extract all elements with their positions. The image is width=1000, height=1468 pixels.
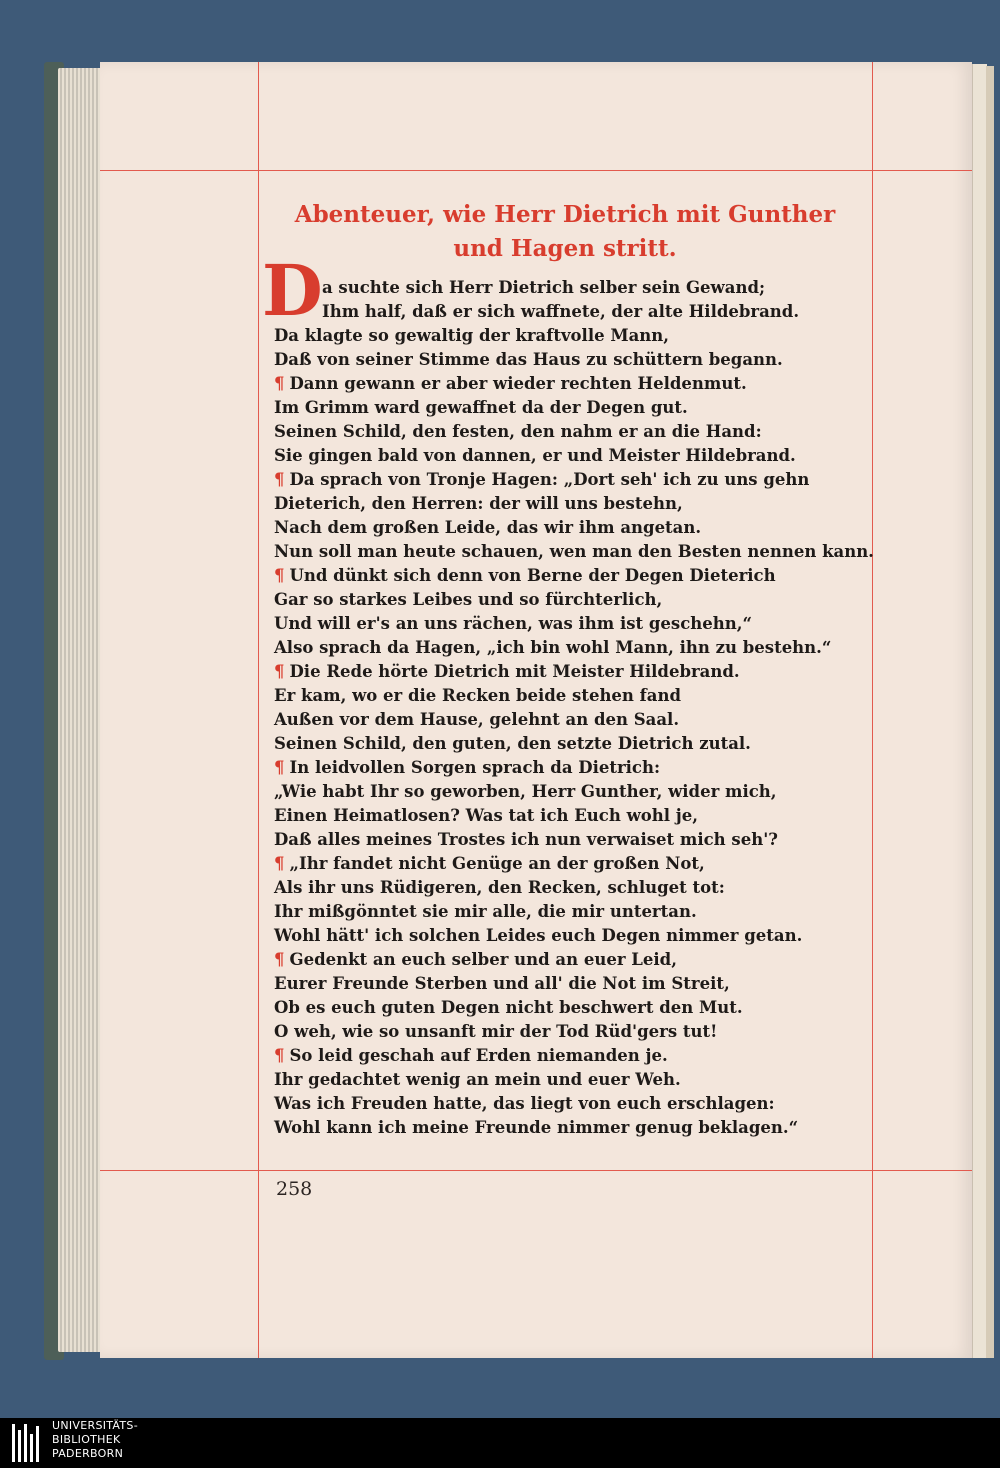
verse-line bbox=[274, 780, 870, 804]
verse-line bbox=[274, 348, 870, 372]
verse-text: Seinen Schild, den guten, den setzte Dietrich zutal. bbox=[274, 734, 751, 753]
verse-text: Da klagte so gewaltig der kraftvolle Mann, bbox=[274, 326, 670, 345]
frame-rule-top bbox=[100, 170, 972, 171]
verse-line bbox=[274, 492, 870, 516]
verse-line bbox=[274, 660, 870, 684]
chapter-title-line-1: Abenteuer, wie Herr Dietrich mit Gunther bbox=[294, 201, 836, 228]
verse-text: Er kam, wo er die Recken beide stehen fand bbox=[274, 686, 681, 705]
verse-text: So leid geschah auf Erden niemanden je. bbox=[289, 1046, 668, 1065]
verse-text: Wohl kann ich meine Freunde nimmer genug beklagen.“ bbox=[274, 1118, 799, 1137]
verse-text: Dann gewann er aber wieder rechten Heldenmut. bbox=[289, 374, 747, 393]
library-name bbox=[52, 1419, 138, 1461]
verse-line bbox=[274, 1020, 870, 1044]
frame-rule-bottom bbox=[100, 1170, 972, 1171]
verse-text: „Ihr fandet nicht Genüge an der großen Not, bbox=[289, 854, 705, 873]
library-logo-icon bbox=[10, 1420, 46, 1466]
library-footer bbox=[0, 1418, 1000, 1468]
verse-text: Eurer Freunde Sterben und all' die Not im Streit, bbox=[274, 974, 730, 993]
verse-line bbox=[274, 804, 870, 828]
verse-text: Nun soll man heute schauen, wen man den Besten nennen kann. bbox=[274, 542, 874, 561]
verse-text: Gar so starkes Leibes und so fürchterlich, bbox=[274, 590, 663, 609]
verse-text: Ihm half, daß er sich waffnete, der alte Hildebrand. bbox=[322, 302, 800, 321]
verse-text: Daß von seiner Stimme das Haus zu schüttern begann. bbox=[274, 350, 783, 369]
library-name-line-2: BIBLIOTHEK bbox=[52, 1433, 121, 1446]
verse-text: Im Grimm ward gewaffnet da der Degen gut. bbox=[274, 398, 688, 417]
facing-page-stack bbox=[986, 66, 994, 1358]
pilcrow-icon: ¶ bbox=[274, 950, 285, 969]
verse-text: Außen vor dem Hause, gelehnt an den Saal. bbox=[274, 710, 680, 729]
verse-text: Die Rede hörte Dietrich mit Meister Hildebrand. bbox=[289, 662, 740, 681]
verse-text: a suchte sich Herr Dietrich selber sein Gewand; bbox=[322, 278, 766, 297]
pilcrow-icon: ¶ bbox=[274, 374, 285, 393]
verse-line bbox=[274, 828, 870, 852]
verse-line bbox=[274, 924, 870, 948]
verse-line bbox=[274, 708, 870, 732]
verse-line bbox=[274, 564, 870, 588]
facing-page-edge bbox=[972, 64, 987, 1358]
verse-line bbox=[274, 444, 870, 468]
verse-text: Einen Heimatlosen? Was tat ich Euch wohl je, bbox=[274, 806, 699, 825]
verse-text: Was ich Freuden hatte, das liegt von euch erschlagen: bbox=[274, 1094, 775, 1113]
verse-line bbox=[274, 612, 870, 636]
verse-list bbox=[274, 276, 874, 1140]
pilcrow-icon: ¶ bbox=[274, 662, 285, 681]
verse-text: Dieterich, den Herren: der will uns bestehn, bbox=[274, 494, 683, 513]
verse-line bbox=[274, 948, 870, 972]
verse-text: Nach dem großen Leide, das wir ihm angetan. bbox=[274, 518, 702, 537]
chapter-title-line-2: und Hagen stritt. bbox=[453, 235, 677, 262]
pilcrow-icon: ¶ bbox=[274, 566, 285, 585]
verse-line bbox=[274, 276, 870, 300]
verse-line bbox=[274, 588, 870, 612]
verse-line bbox=[274, 420, 870, 444]
library-name-line-3: PADERBORN bbox=[52, 1447, 124, 1460]
page-number: 258 bbox=[276, 1178, 313, 1200]
verse-text: Da sprach von Tronje Hagen: „Dort seh' ich zu uns gehn bbox=[289, 470, 810, 489]
library-name-line-1: UNIVERSITÄTS- bbox=[52, 1419, 138, 1432]
verse-line bbox=[274, 1068, 870, 1092]
verse-line bbox=[274, 372, 870, 396]
verse-line bbox=[274, 540, 874, 564]
verse-line bbox=[274, 876, 870, 900]
verse-text: Daß alles meines Trostes ich nun verwaiset mich seh'? bbox=[274, 830, 778, 849]
verse-text: Und will er's an uns rächen, was ihm ist geschehn,“ bbox=[274, 614, 752, 633]
frame-rule-right bbox=[872, 62, 873, 1358]
verse-line bbox=[274, 396, 870, 420]
verse-line bbox=[274, 972, 870, 996]
verse-text: In leidvollen Sorgen sprach da Dietrich: bbox=[289, 758, 661, 777]
verse-line bbox=[274, 516, 870, 540]
verse-text: Und dünkt sich denn von Berne der Degen Dieterich bbox=[289, 566, 776, 585]
verse-text: Ihr mißgönntet sie mir alle, die mir untertan. bbox=[274, 902, 697, 921]
verse-line bbox=[274, 732, 870, 756]
verse-line bbox=[274, 852, 870, 876]
verse-line bbox=[274, 468, 870, 492]
verse-line bbox=[274, 300, 870, 324]
pilcrow-icon: ¶ bbox=[274, 758, 285, 777]
pilcrow-icon: ¶ bbox=[274, 854, 285, 873]
drop-cap: D bbox=[262, 249, 323, 332]
verse-line bbox=[274, 1116, 870, 1140]
pilcrow-icon: ¶ bbox=[274, 1046, 285, 1065]
verse-text: Wohl hätt' ich solchen Leides euch Degen nimmer getan. bbox=[274, 926, 803, 945]
verse-text: Sie gingen bald von dannen, er und Meister Hildebrand. bbox=[274, 446, 796, 465]
verse-text: Als ihr uns Rüdigeren, den Recken, schluget tot: bbox=[274, 878, 725, 897]
verse-line bbox=[274, 324, 870, 348]
verse-line bbox=[274, 1092, 870, 1116]
pilcrow-icon: ¶ bbox=[274, 470, 285, 489]
verse-text: Gedenkt an euch selber und an euer Leid, bbox=[289, 950, 677, 969]
verse-text: Seinen Schild, den festen, den nahm er an die Hand: bbox=[274, 422, 762, 441]
verse-text: O weh, wie so unsanft mir der Tod Rüd'gers tut! bbox=[274, 1022, 718, 1041]
page-stack-edges bbox=[58, 68, 102, 1352]
verse-text: Also sprach da Hagen, „ich bin wohl Mann, ihn zu bestehn.“ bbox=[274, 638, 832, 657]
verse-line bbox=[274, 636, 870, 660]
verse-line bbox=[274, 756, 870, 780]
verse-line bbox=[274, 900, 870, 924]
verse-text: „Wie habt Ihr so geworben, Herr Gunther, wider mich, bbox=[274, 782, 777, 801]
verse-line bbox=[274, 1044, 870, 1068]
chapter-title bbox=[258, 198, 872, 266]
verse-text: Ob es euch guten Degen nicht beschwert den Mut. bbox=[274, 998, 743, 1017]
verse-text: Ihr gedachtet wenig an mein und euer Weh. bbox=[274, 1070, 681, 1089]
verse-line bbox=[274, 684, 870, 708]
verse-line bbox=[274, 996, 870, 1020]
